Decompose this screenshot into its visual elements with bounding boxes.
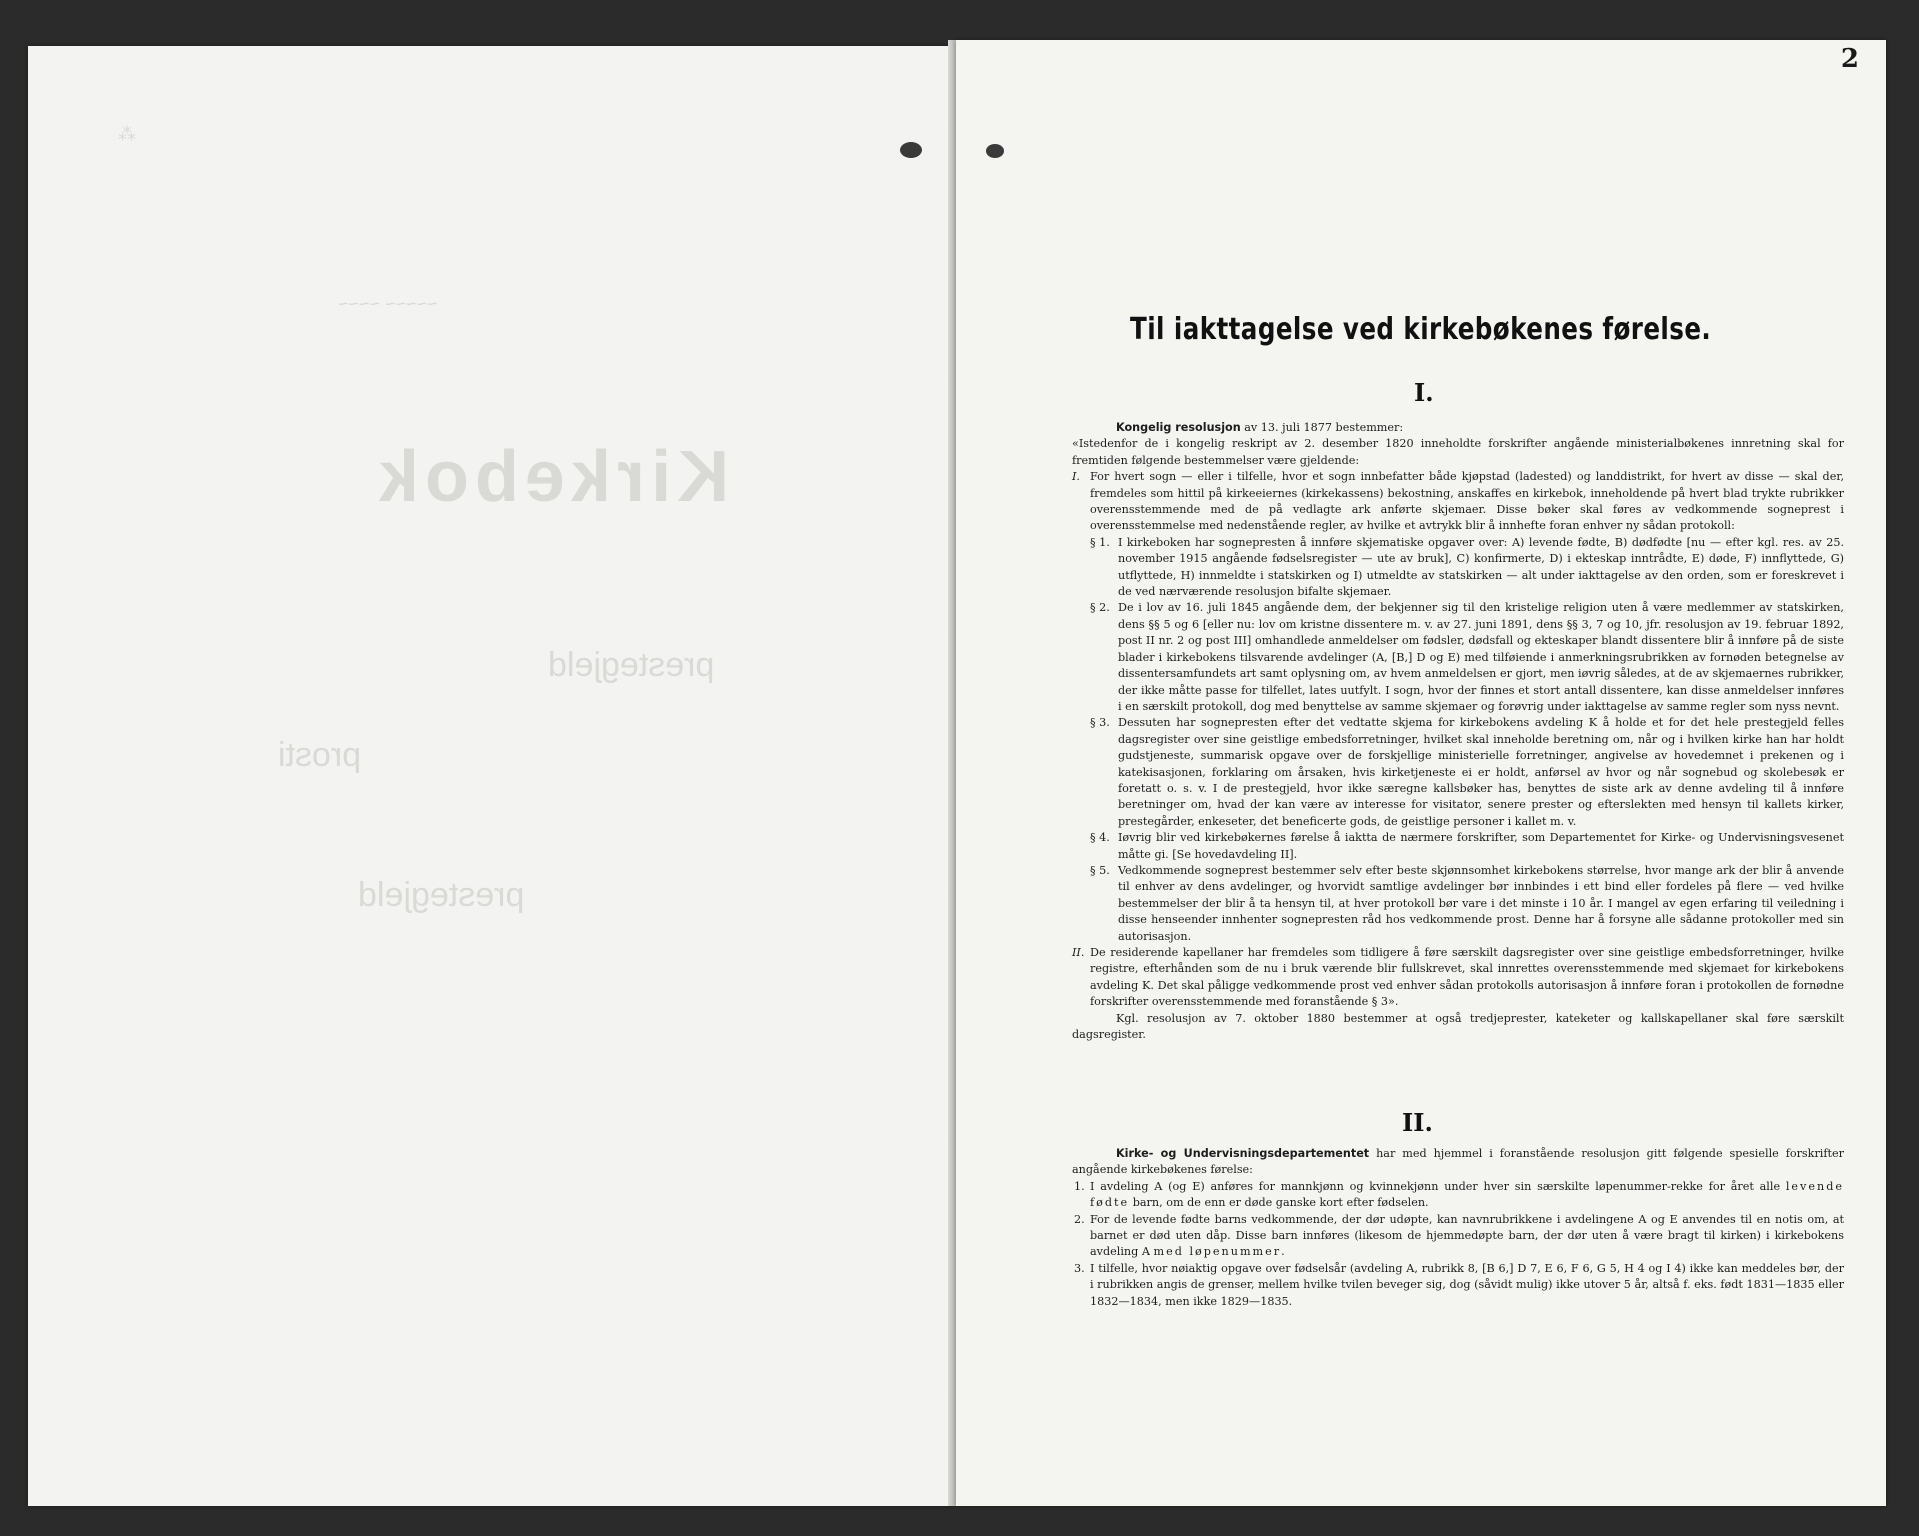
intro-lead: Kirke- og Undervisningsdepartementet <box>1116 1147 1370 1160</box>
rule-label: 1. <box>1074 1179 1085 1193</box>
part-I-text: For hvert sogn — eller i tilfelle, hvor et sogn innbefatter både kjøpstad (ladested) og landdistrikt, for hvert av disse — skal der, fremdeles som hittil på kirkeeiernes (kirkekassens) bekostning, anskaffes en kirkebok, inneholdende på hvert blad trykte rubrikker overensstemmende med de på vedlagte ark anførte skjemaer. Disse bøker skal føres av vedkommende sogneprest i overensstemmelse med nedenstående regler, av hvilke et avtrykk blir å innhefte foran enhver ny sådan protokoll: <box>1090 470 1844 533</box>
paragraph-text: Dessuten har sognepresten efter det vedtatte skjema for kirkebokens avdeling K å holde et for det hele prestegjeld felles dagsregister over sine geistlige embedsforretninger, hvilket skal inneholde beretning om, når og i hvilken kirke han har holdt gudstjeneste, summarisk opgave over de forskjellige ministerielle forretninger, angivelse av hovedemnet i prekenen og i katekisasjonen, forklaring om årsaken, hvis kirketjeneste ei er holdt, anførsel av hvor og når sognebud og skolebesøk er foretatt o. s. v. I de prestegjeld, hvor ikke særegne kallsbøker has, benyttes de siste ark av denne avdeling til å innføre beretninger om, hvad der kan være av interesse for visitator, senere prester og efterslekten med hensyn til kallets kirker, prestegårder, enkeseter, det beneficerte gods, de geistlige personer i kallet m. v. <box>1118 716 1844 828</box>
part-II-label: II. <box>1072 946 1085 959</box>
paragraph-item <box>1072 535 1844 601</box>
rule-text-pre: I avdeling A (og E) anføres for mannkjønn og kvinnekjønn under hver sin særskilte løpenummer-rekke for året alle <box>1090 1179 1786 1193</box>
paragraph-text: I kirkeboken har sognepresten å innføre skjematiske opgaver over: A) levende fødte, B) dødfødte [nu — efter kgl. res. av 25. november 1915 angående fødselsregister — ute av bruk], C) konfirmerte, D) i ekteskap inntrådte, E) døde, F) innflyttede, G) utflyttede, H) innmeldte i statskirken og I) utmeldte av statskirken — alt under iakttagelse av den orden, som er foreskrevet i de ved nærværende resolusjon bifalte skjemaer. <box>1118 535 1844 599</box>
section-1-body <box>1072 420 1844 1043</box>
part-I <box>1072 469 1844 535</box>
bleed-through-line: prestegjeld <box>358 876 525 914</box>
rule-text-spaced: med løpenummer <box>1153 1245 1282 1259</box>
paragraph-label: § 5. <box>1090 863 1110 877</box>
rule-text-post: barn, om de enn er døde ganske kort efter fødselen. <box>1129 1196 1429 1210</box>
bleed-through-line: ~~~~~ ~~~~ <box>338 294 438 314</box>
paragraph-item <box>1072 715 1844 830</box>
rule-label: 3. <box>1074 1261 1085 1275</box>
section-2-body <box>1072 1146 1844 1310</box>
rule-text-pre: I tilfelle, hvor nøiaktig opgave over fødselsår (avdeling A, rubrikk 8, [B 6,] D 7, E 6, F 6, G 5, H 4 og I 4) ikke kan meddeles bør, der i rubrikken angis de grenser, mellem hvilke tvilen beveger sig, dog (såvidt mulig) ikke utover 5 år, altså f. eks. født 1831—1835 eller 1832—1834, men ikke 1829—1835. <box>1090 1261 1844 1308</box>
paragraph-label: § 3. <box>1090 716 1110 730</box>
paragraph-item <box>1072 830 1844 863</box>
resolution-quote: «Istedenfor de i kongelig reskript av 2. desember 1820 inneholdte forskrifter angående ministerialbøkenes innretning skal for fremtiden følgende bestemmelser være gjeldende: <box>1072 437 1844 467</box>
rule-label: 2. <box>1074 1212 1085 1226</box>
rule-text <box>1090 1212 1844 1261</box>
resolution-intro <box>1072 420 1844 436</box>
paragraph-label: § 2. <box>1090 601 1110 615</box>
bleed-through-title: Kirkebok <box>373 437 730 517</box>
rule-item <box>1072 1179 1844 1212</box>
left-page <box>28 46 954 1506</box>
page-number: 2 <box>1840 44 1859 74</box>
binding-hole <box>900 142 922 158</box>
intro-rest: av 13. juli 1877 bestemmer: <box>1240 421 1404 434</box>
part-II-text: De residerende kapellaner har fremdeles som tidligere å føre særskilt dagsregister over sine geistlige embedsforretninger, hvilke registre, efterhånden som de nu i bruk værende blir fullskrevet, skal innrettes overensstemmende med skjemaet for kirkebokens avdeling K. Det skal påligge vedkommende prost ved enhver sådan protokolls autorisasjon å innføre foran i protokollen de fornødne forskrifter overensstemmende med foranstående § 3». <box>1090 946 1844 1009</box>
section-heading-2: II. <box>1402 1108 1433 1137</box>
intro-lead: Kongelig resolusjon <box>1116 421 1241 434</box>
binding-hole <box>986 144 1004 158</box>
closing-resolution: Kgl. resolusjon av 7. oktober 1880 bestemmer at også tredjeprester, kateketer og kallskapellaner skal føre særskilt dagsregister. <box>1072 1011 1844 1042</box>
paragraph-item <box>1072 863 1844 945</box>
rule-text-post: . <box>1281 1245 1285 1259</box>
rule-item <box>1072 1261 1844 1310</box>
paragraph-text: De i lov av 16. juli 1845 angående dem, der bekjenner sig til den kristelige religion uten å være medlemmer av statskirken, dens §§ 5 og 6 [eller nu: lov om kristne dissentere m. v. av 27. juni 1891, dens §§ 3, 7 og 10, jfr. resolusjon av 19. februar 1892, post II nr. 2 og post III] omhandlede anmeldelser om fødsler, dødsfall og ekteskaper blandt dissentere blir å innføre på de siste blader i kirkebokens tilsvarende avdelinger (A, [B,] D og E) med tilføiende i anmerkningsrubrikken av fornøden betegnelse av dissentersamfundets art samt oplysning om, av hvem anmeldelsen er gjort, men iøvrig således, at de av skjemaernes rubrikker, der ikke måtte passe for tilfellet, lates uutfylt. I sogn, hvor der finnes et stort antall dissentere, kan disse anmeldelser innføres i en særskilt protokoll, dog med benyttelse av samme skjemaer og forøvrig under iakttagelse av samme regler som nyss nevnt. <box>1118 601 1844 713</box>
paragraph-item <box>1072 600 1844 715</box>
part-II <box>1072 945 1844 1011</box>
rule-text-spaced: levende fødte <box>1090 1179 1844 1210</box>
document-title: Til iakttagelse ved kirkebøkenes førelse. <box>1130 312 1712 347</box>
department-intro <box>1072 1146 1844 1179</box>
part-I-label: I. <box>1072 470 1080 484</box>
bleed-through-line: prestegjeld <box>548 646 715 684</box>
intro-rest: har med hjemmel i foranstående resolusjon gitt følgende spesielle forskrifter angående kirkebøkenes førelse: <box>1072 1147 1844 1177</box>
paragraph-text: Iøvrig blir ved kirkebøkernes førelse å iaktta de nærmere forskrifter, som Departementet for Kirke- og Undervisningsvesenet måtte gi. [Se hovedavdeling II]. <box>1118 831 1844 861</box>
bleed-through-mark: ⁂ <box>118 124 136 144</box>
rule-text <box>1090 1179 1844 1212</box>
rule-text-pre: For de levende fødte barns vedkommende, der dør udøpte, kan navnrubrikkene i avdelingene A og E anvendes til en notis om, at barnet er død uten dåp. Disse barn innføres (likesom de hjemmedøpte barn, der dør uten å være bragt til kirken) i kirkebokens avdeling A <box>1090 1212 1844 1259</box>
rule-text <box>1090 1261 1844 1310</box>
paragraph-text: Vedkommende sogneprest bestemmer selv efter beste skjønnsomhet kirkebokens størrelse, hvor mange ark der blir å anvende til enhver av dens avdelinger, og hvorvidt samtlige avdelinger bør innbindes i ett bind eller fordeles på flere — ved hvilke bestemmelser der blir å ta hensyn til, at hver protokoll bør vare i det minste i 10 år. I mangel av egen erfaring til veiledning i disse henseender innhenter sognepresten råd hos vedkommende prost. Denne har å forsyne alle sådanne protokoller med sin autorisasjon. <box>1118 863 1844 943</box>
section-heading-1: I. <box>1414 378 1434 407</box>
paragraph-label: § 1. <box>1090 535 1110 549</box>
rule-item <box>1072 1212 1844 1261</box>
bleed-through-line: prosti <box>278 736 362 774</box>
paragraph-label: § 4. <box>1090 831 1110 845</box>
